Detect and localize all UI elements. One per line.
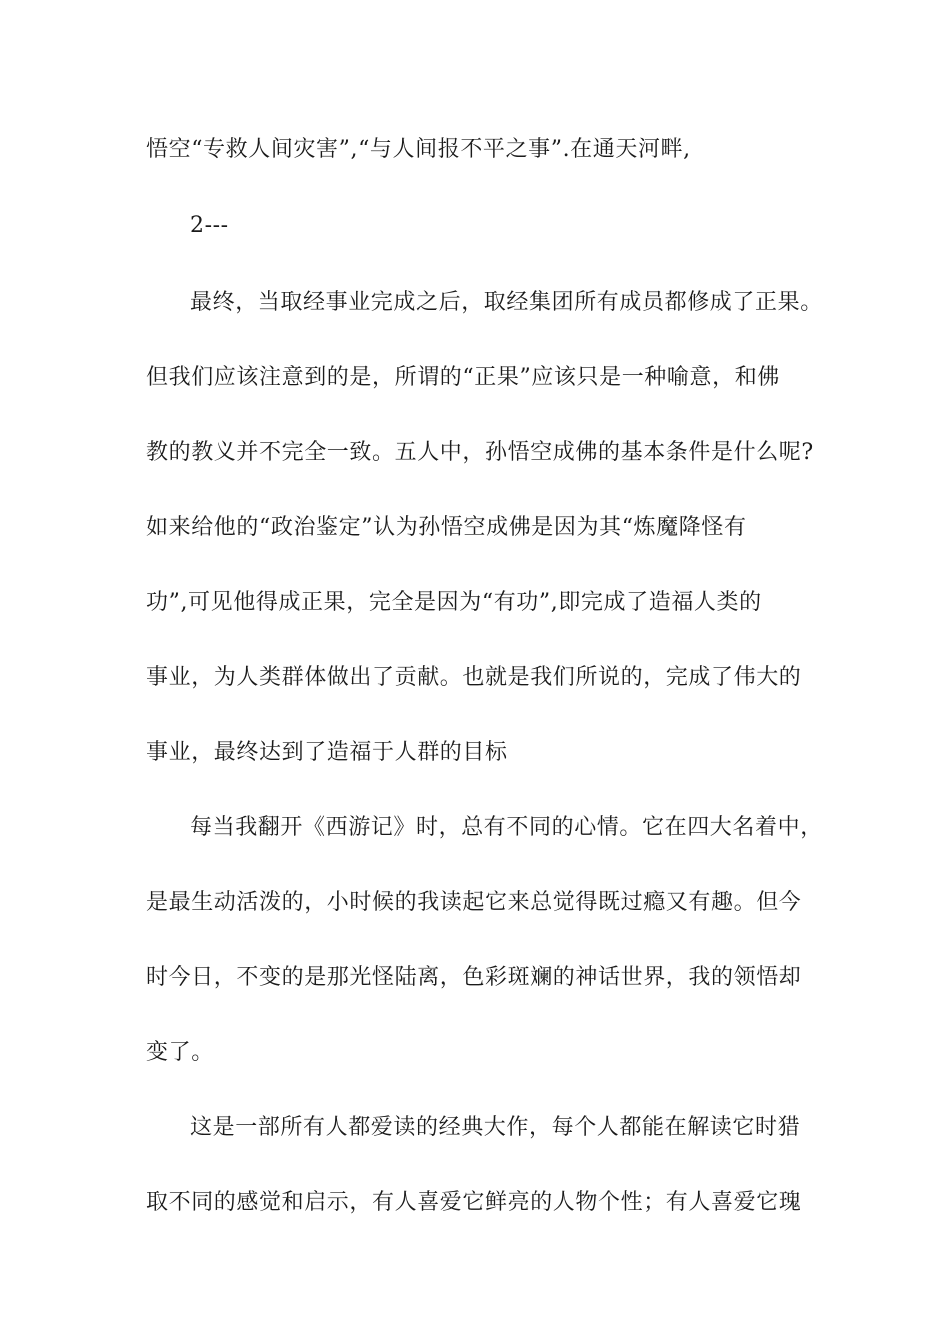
paragraph-1-line-1: 最终，当取经事业完成之后，取经集团所有成员都修成了正果。: [190, 290, 823, 315]
paragraph-1-line-2: 但我们应该注意到的是，所谓的“正果”应该只是一种喻意，和佛: [146, 365, 780, 390]
paragraph-1-line-5: 功”,可见他得成正果，完全是因为“有功”,即完成了造福人类的: [146, 590, 762, 615]
paragraph-1-line-4: 如来给他的“政治鉴定”认为孙悟空成佛是因为其“炼魔降怪有: [146, 515, 747, 540]
paragraph-2-line-2: 是最生动活泼的，小时候的我读起它来总觉得既过瘾又有趣。但今: [146, 890, 802, 915]
paragraph-1-line-3: 教的教义并不完全一致。五人中，孙悟空成佛的基本条件是什么呢?: [146, 440, 814, 465]
paragraph-1-line-7: 事业，最终达到了造福于人群的目标: [146, 740, 508, 765]
paragraph-2-line-4: 变了。: [146, 1040, 214, 1065]
paragraph-2-line-3: 时今日，不变的是那光怪陆离，色彩斑斓的神话世界，我的领悟却: [146, 965, 802, 990]
paragraph-1-line-6: 事业，为人类群体做出了贡献。也就是我们所说的，完成了伟大的: [146, 665, 802, 690]
paragraph-2-line-1: 每当我翻开《西游记》时，总有不同的心情。它在四大名着中，: [190, 815, 823, 840]
text-line-1: 悟空“专救人间灾害”,“与人间报不平之事”.在通天河畔,: [146, 137, 691, 162]
paragraph-3-line-2: 取不同的感觉和启示，有人喜爱它鲜亮的人物个性；有人喜爱它瑰: [146, 1190, 802, 1215]
page-number-marker: 2---: [190, 213, 229, 238]
paragraph-3-line-1: 这是一部所有人都爱读的经典大作，每个人都能在解读它时猎: [190, 1115, 801, 1140]
